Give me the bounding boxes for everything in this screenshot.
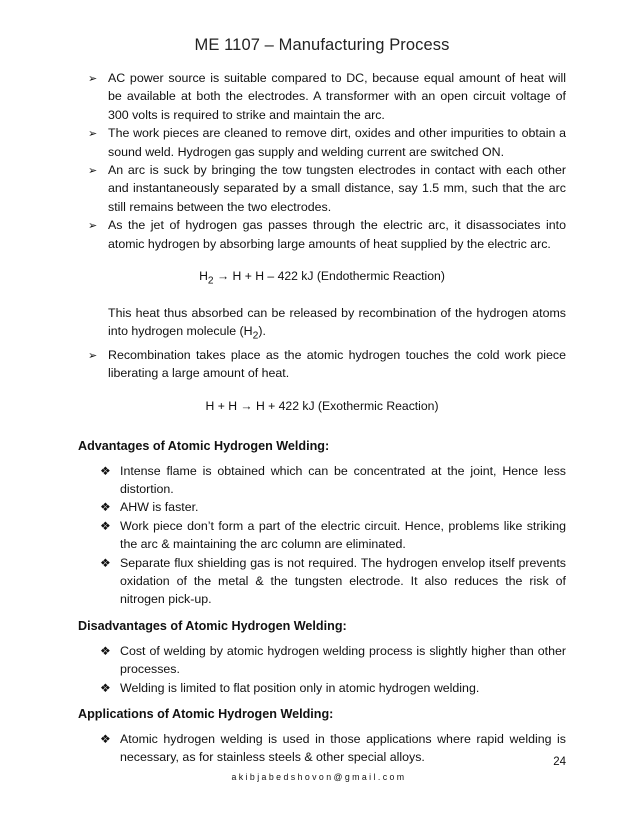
diamond-bullet-icon: ❖	[100, 463, 111, 478]
list-item	[100, 642, 566, 679]
list-item-text: An arc is suck by bringing the tow tungsten electrodes in contact with each other and instantaneously separated by a small distance, say 1.5 mm, such that the arc still remains between the two electrodes.	[108, 163, 566, 214]
list-item-text: AC power source is suitable compared to DC, because equal amount of heat will be available at both the electrodes. A transformer with an open circuit voltage of 300 volts is required to strike and maintain the arc.	[108, 71, 566, 122]
arrow-bullet-icon: ➢	[88, 349, 98, 362]
applications-heading: Applications of Atomic Hydrogen Welding:	[78, 707, 334, 722]
list-item	[100, 679, 566, 697]
diamond-bullet-icon: ❖	[100, 732, 111, 747]
equation-rest: → H + H – 422 kJ (Endothermic Reaction)	[213, 269, 445, 284]
arrow-bullet-icon: ➢	[88, 220, 98, 233]
heat-paragraph-end: ).	[258, 323, 266, 338]
endothermic-equation	[78, 269, 566, 286]
list-item	[100, 554, 566, 609]
heat-paragraph	[108, 304, 566, 346]
list-item-text: AHW is faster.	[120, 500, 199, 515]
list-item-text: Work piece don’t form a part of the electric circuit. Hence, problems like striking the arc & maintaining the arc column are eliminated.	[120, 518, 566, 552]
advantages-list	[78, 462, 566, 609]
list-item	[100, 517, 566, 554]
page-header: ME 1107 – Manufacturing Process	[194, 36, 450, 54]
equation-molecule: H	[199, 269, 208, 284]
heat-paragraph-text: This heat thus absorbed can be released by recombination of the hydrogen atoms into hydrogen molecule (H	[108, 305, 566, 338]
disadvantages-list	[78, 642, 566, 697]
arrow-bullet-icon: ➢	[88, 73, 98, 85]
advantages-heading: Advantages of Atomic Hydrogen Welding:	[78, 438, 330, 453]
arrow-bullet-icon: ➢	[88, 165, 98, 178]
diamond-bullet-icon: ❖	[100, 643, 111, 658]
exothermic-equation: H + H → H + 422 kJ (Exothermic Reaction)	[205, 398, 439, 413]
list-item-text: Separate flux shielding gas is not required. The hydrogen envelop itself prevents oxidation of the metal & the tungsten electrode. It also reduces the risk of nitrogen pick-up.	[120, 555, 566, 607]
diamond-bullet-icon: ❖	[100, 500, 111, 515]
disadvantages-heading: Disadvantages of Atomic Hydrogen Welding:	[78, 618, 347, 633]
list-item-text: Welding is limited to flat position only in atomic hydrogen welding.	[120, 680, 480, 695]
list-item-text: Recombination takes place as the atomic hydrogen touches the cold work piece liberating a large amount of heat.	[108, 347, 566, 381]
diamond-bullet-icon: ❖	[100, 680, 111, 695]
list-item	[88, 161, 566, 216]
applications-list	[78, 730, 566, 767]
list-item	[100, 730, 566, 767]
list-item-text: Intense flame is obtained which can be concentrated at the joint, Hence less distortion.	[120, 463, 566, 496]
diamond-bullet-icon: ❖	[100, 555, 111, 570]
list-item	[100, 498, 566, 516]
diamond-bullet-icon: ❖	[100, 518, 111, 533]
list-item-text: Cost of welding by atomic hydrogen welding process is slightly higher than other processes.	[120, 643, 566, 677]
recombination-list	[78, 346, 566, 383]
list-item	[100, 462, 566, 499]
list-item	[88, 69, 566, 124]
arrow-bullet-icon: ➢	[88, 128, 98, 141]
process-list	[78, 69, 566, 253]
page-number: 24	[553, 756, 566, 768]
equation-subscript: 2	[207, 275, 214, 287]
list-item-text: The work pieces are cleaned to remove dirt, oxides and other impurities to obtain a sound weld. Hydrogen gas supply and welding current are switched ON.	[108, 126, 566, 159]
list-item-text: As the jet of hydrogen gas passes through the electric arc, it disassociates into atomic hydrogen by absorbing large amounts of heat supplied by the electric arc.	[108, 218, 566, 251]
list-item-text: Atomic hydrogen welding is used in those applications where rapid welding is necessary, as for stainless steels & other special alloys.	[120, 732, 566, 765]
list-item	[88, 124, 566, 161]
list-item	[88, 346, 566, 383]
heat-paragraph-subscript: 2	[252, 330, 259, 342]
footer-email: akibjabedshovon@gmail.com	[231, 772, 407, 782]
list-item	[88, 216, 566, 253]
